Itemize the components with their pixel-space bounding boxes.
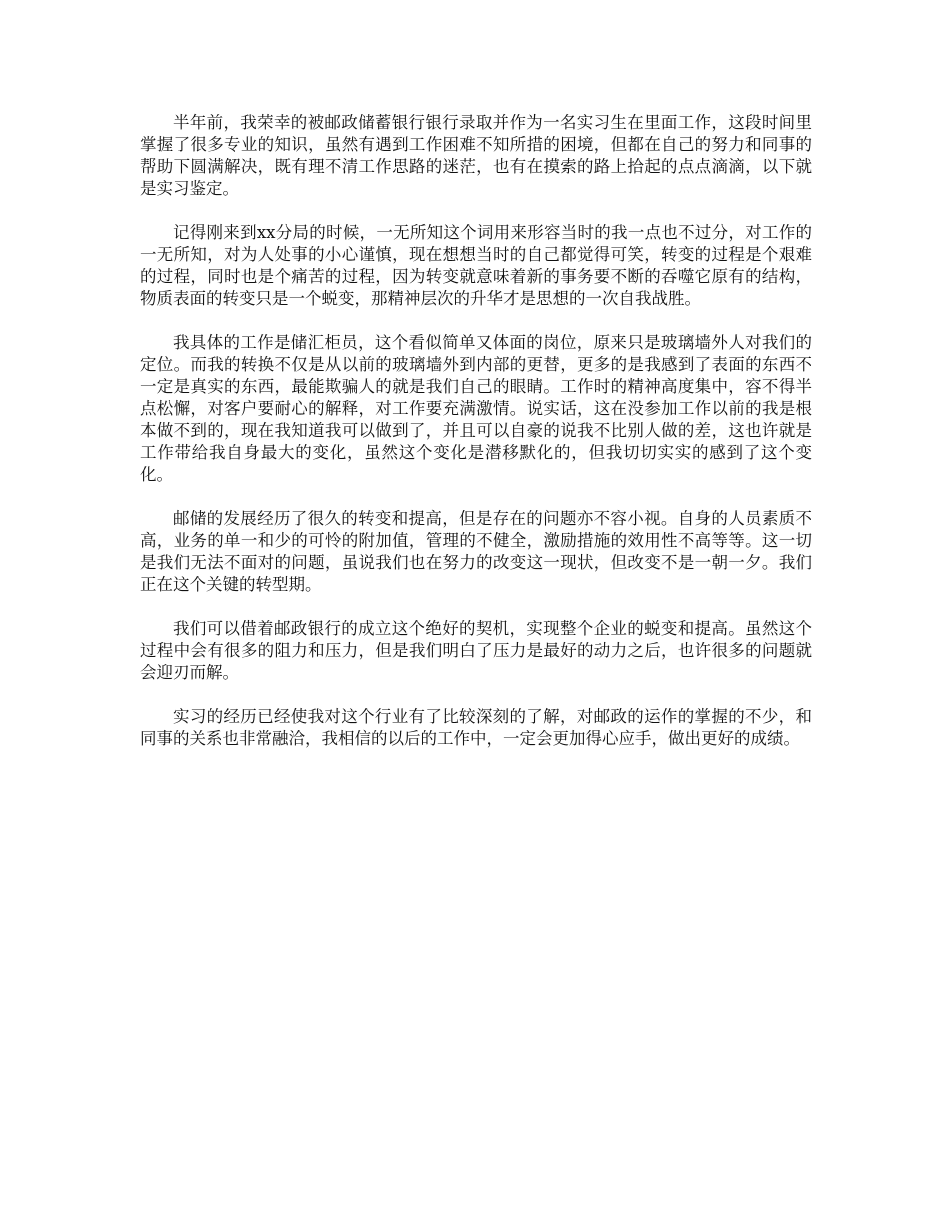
document-body xyxy=(140,112,812,772)
paragraph-postal-savings-development: 邮储的发展经历了很久的转变和提高，但是存在的问题亦不容小视。自身的人员素质不高，业务的单一和少的可怜的附加值，管理的不健全，激励措施的效用性不高等等。这一切是我们无法不面对的问题，虽说我们也在努力的改变这一现状，但改变不是一朝一夕。我们正在这个关键的转型期。 xyxy=(140,509,812,594)
paragraph-arrival: 记得刚来到xx分局的时候，一无所知这个词用来形容当时的我一点也不过分，对工作的一无所知，对为人处事的小心谨慎，现在想想当时的自己都觉得可笑，转变的过程是个艰难的过程，同时也是个痛苦的过程，因为转变就意味着新的事务要不断的吞噬它原有的结构，物质表面的转变只是一个蜕变，那精神层次的升华才是思想的一次自我战胜。 xyxy=(140,223,812,308)
paragraph-intro: 半年前，我荣幸的被邮政储蓄银行银行录取并作为一名实习生在里面工作，这段时间里掌握了很多专业的知识，虽然有遇到工作困难不知所措的困境，但都在自己的努力和同事的帮助下圆满解决，既有理不清工作思路的迷茫，也有在摸索的路上拾起的点点滴滴，以下就是实习鉴定。 xyxy=(140,113,812,198)
paragraph-opportunity: 我们可以借着邮政银行的成立这个绝好的契机，实现整个企业的蜕变和提高。虽然这个过程中会有很多的阻力和压力，但是我们明白了压力是最好的动力之后，也许很多的问题就会迎刃而解。 xyxy=(140,619,812,682)
paragraph-conclusion: 实习的经历已经使我对这个行业有了比较深刻的了解，对邮政的运作的掌握的不少，和同事的关系也非常融洽，我相信的以后的工作中，一定会更加得心应手，做出更好的成绩。 xyxy=(140,707,812,748)
paragraph-teller-work: 我具体的工作是储汇柜员，这个看似简单又体面的岗位，原来只是玻璃墙外人对我们的定位。而我的转换不仅是从以前的玻璃墙外到内部的更替，更多的是我感到了表面的东西不一定是真实的东西，最能欺骗人的就是我们自己的眼睛。工作时的精神高度集中，容不得半点松懈，对客户要耐心的解释，对工作要充满激情。说实话，这在没参加工作以前的我是根本做不到的，现在我知道我可以做到了，并且可以自豪的说我不比别人做的差，这也许就是工作带给我自身最大的变化，虽然这个变化是潜移默化的，但我切切实实的感到了这个变化。 xyxy=(140,333,812,484)
